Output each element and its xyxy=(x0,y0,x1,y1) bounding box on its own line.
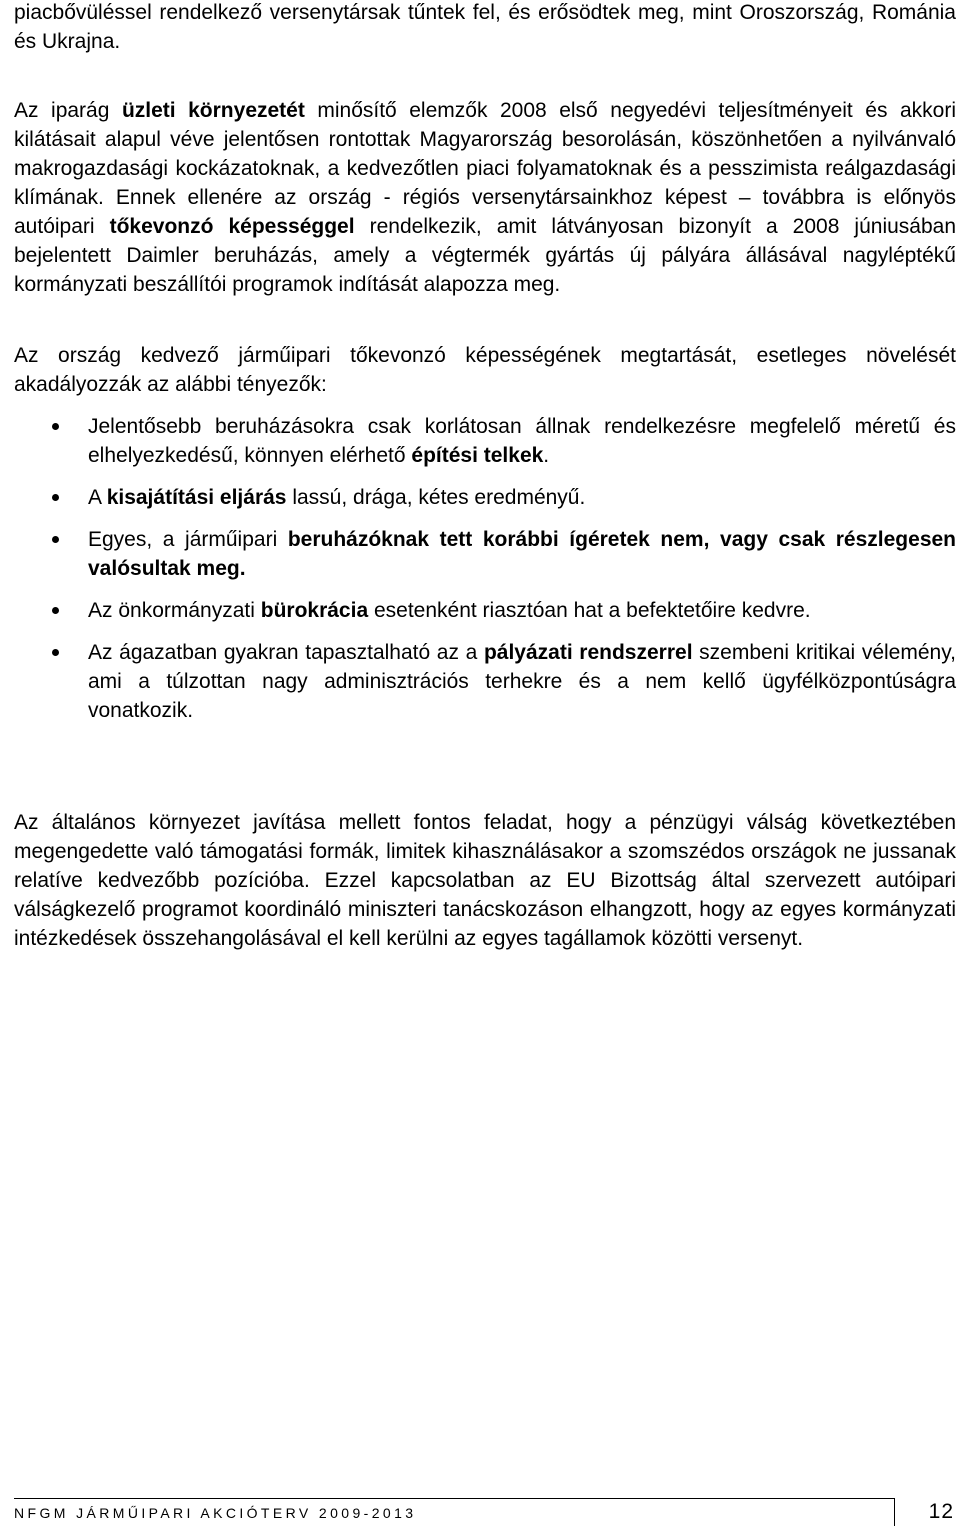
bullet-icon xyxy=(52,649,59,656)
p3-text: Az általános környezet javítása mellett fontos feladat, hogy a pénzügyi válság következtében megengedette való támogatási formák, limitek kihasználásakor a szomszédos országok ne jussanak relatíve kedvezőbb pozícióba. Ezzel kapcsolatban az EU Bizottság által szervezett autóipari válságkezelő programot koordináló miniszteri tanácskozáson elhangzott, hogy az egyes kormányzati intézkedések összehangolásával el kell kerülni az egyes tagállamok közötti versenyt. xyxy=(14,811,956,950)
item4-bold: bürokrácia xyxy=(260,599,369,622)
page-footer xyxy=(14,1498,956,1526)
bullet-icon xyxy=(52,423,59,430)
item4-text-1: Az önkormányzati xyxy=(88,599,261,622)
item5-text-1: Az ágazatban gyakran tapasztalható az a xyxy=(88,641,484,664)
bullet-icon xyxy=(52,494,59,501)
footer-divider xyxy=(894,1498,895,1526)
item4-text-2: esetenként riasztóan hat a befektetőire kedvre. xyxy=(368,599,811,622)
item3-bold: beruházóknak tett korábbi ígéretek nem, vagy csak részlegesen valósultak meg. xyxy=(88,528,956,580)
intro-text: piacbővüléssel rendelkező versenytársak tűntek fel, és erősödtek meg, mint Oroszország, Románia és Ukrajna. xyxy=(14,1,956,53)
list-item xyxy=(14,412,956,470)
item5-bold: pályázati rendszerrel xyxy=(483,641,693,664)
item2-text-2: lassú, drága, kétes eredményű. xyxy=(286,486,586,509)
list-item xyxy=(14,483,956,512)
bullet-icon xyxy=(52,536,59,543)
obstacles-intro-paragraph xyxy=(14,341,956,399)
footer-title: NFGM JÁRMŰIPARI AKCIÓTERV 2009-2013 xyxy=(14,1505,417,1521)
p1-text-1: Az iparág xyxy=(14,99,122,122)
general-environment-paragraph xyxy=(14,808,956,953)
list-item xyxy=(14,525,956,583)
item1-text-2: . xyxy=(543,444,550,467)
footer-rule xyxy=(14,1498,894,1499)
p1-text-3: rendelkezik, amit látványosan bizonyít a 2008 júniusában bejelentett Daimler beruházás, amely a végtermék gyártás új pályára állásával nagyléptékű kormányzati beszállítói programok indítását alapozza meg. xyxy=(14,215,957,296)
p1-text-2: minősítő elemzők 2008 első negyedévi teljesítményeit és akkori kilátásait alapul véve jelentősen rontottak Magyarország besorolásán, köszönhetően a nyilvánvaló makrogazdasági kockázatoknak, a kedvezőtlen piaci folyamatoknak és a pesszimista reálgazdasági klímának. Ennek ellenére az ország - régiós versenytársainkhoz képest – továbbra is előnyös autóipari xyxy=(14,99,956,238)
list-item xyxy=(14,638,956,725)
item1-bold: építési telkek xyxy=(411,444,544,467)
item3-text-1: Egyes, a járműipari xyxy=(88,528,288,551)
p1-bold-1: üzleti környezetét xyxy=(121,99,305,122)
p1-bold-2: tőkevonzó képességgel xyxy=(109,215,355,238)
bullet-icon xyxy=(52,607,59,614)
business-environment-paragraph xyxy=(14,96,956,299)
p2-text: Az ország kedvező járműipari tőkevonzó képességének megtartását, esetleges növelését akadályozzák az alábbi tényezők: xyxy=(14,344,956,396)
item2-text-1: A xyxy=(88,486,107,509)
page-number: 12 xyxy=(928,1500,954,1523)
obstacles-list xyxy=(14,412,956,738)
item1-text-1: Jelentősebb beruházásokra csak korlátosan állnak rendelkezésre megfelelő méretű és elhelyezkedésű, könnyen elérhető xyxy=(88,415,956,467)
list-item xyxy=(14,596,956,625)
intro-paragraph xyxy=(14,0,956,56)
item2-bold: kisajátítási eljárás xyxy=(106,486,287,509)
item5-text-2: szembeni kritikai vélemény, ami a túlzottan nagy adminisztrációs terhekre és a nem kellő ügyfélközpontúságra vonatkozik. xyxy=(88,641,956,722)
